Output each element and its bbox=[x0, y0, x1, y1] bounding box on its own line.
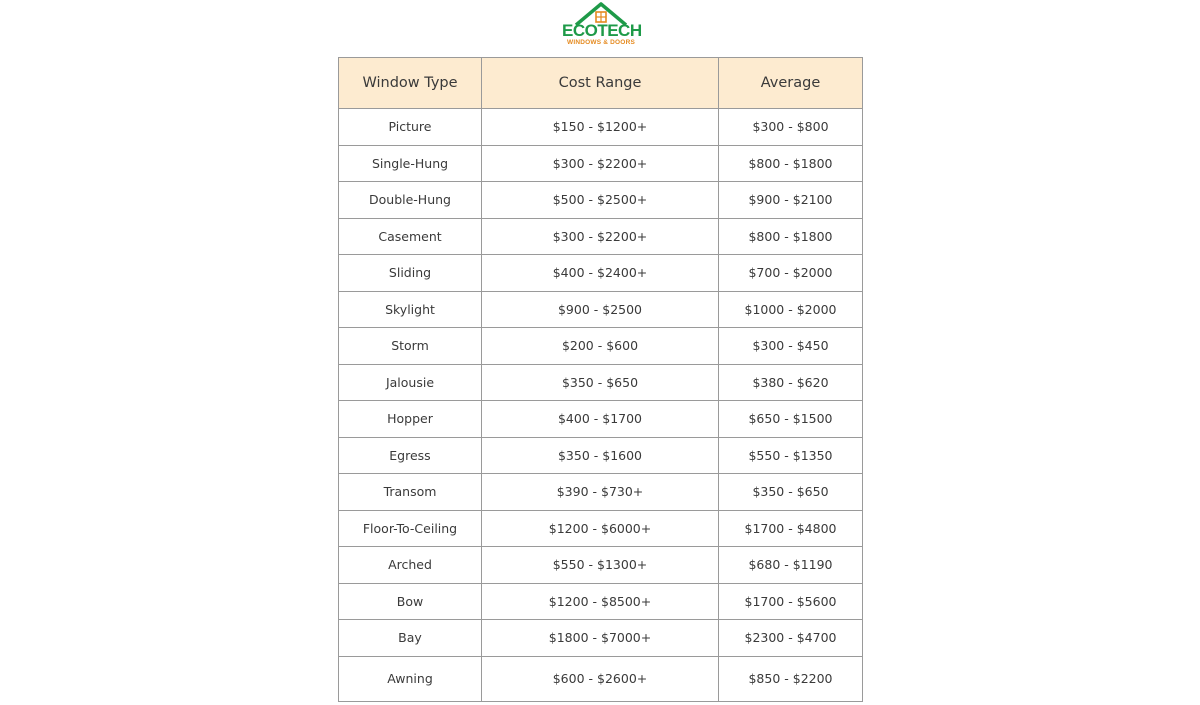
cell-cost-range: $1800 - $7000+ bbox=[482, 620, 719, 657]
table-row bbox=[339, 145, 863, 182]
cell-window-type: Egress bbox=[339, 437, 482, 474]
cell-cost-range: $300 - $2200+ bbox=[482, 145, 719, 182]
table-row bbox=[339, 328, 863, 365]
cell-average: $900 - $2100 bbox=[719, 182, 863, 219]
table-row bbox=[339, 182, 863, 219]
cell-window-type: Double-Hung bbox=[339, 182, 482, 219]
cell-window-type: Bow bbox=[339, 583, 482, 620]
cell-cost-range: $150 - $1200+ bbox=[482, 109, 719, 146]
cell-cost-range: $350 - $1600 bbox=[482, 437, 719, 474]
cell-window-type: Picture bbox=[339, 109, 482, 146]
cell-average: $2300 - $4700 bbox=[719, 620, 863, 657]
table-row bbox=[339, 364, 863, 401]
cell-window-type: Hopper bbox=[339, 401, 482, 438]
cell-average: $1000 - $2000 bbox=[719, 291, 863, 328]
cell-window-type: Bay bbox=[339, 620, 482, 657]
cell-cost-range: $350 - $650 bbox=[482, 364, 719, 401]
cell-average: $680 - $1190 bbox=[719, 547, 863, 584]
cell-average: $550 - $1350 bbox=[719, 437, 863, 474]
cell-window-type: Transom bbox=[339, 474, 482, 511]
cell-cost-range: $400 - $2400+ bbox=[482, 255, 719, 292]
table-row bbox=[339, 109, 863, 146]
cell-cost-range: $1200 - $8500+ bbox=[482, 583, 719, 620]
cell-average: $300 - $800 bbox=[719, 109, 863, 146]
table-row bbox=[339, 583, 863, 620]
brand-logo bbox=[562, 2, 640, 48]
table-header-row bbox=[339, 58, 863, 109]
cell-average: $800 - $1800 bbox=[719, 218, 863, 255]
window-cost-table bbox=[338, 57, 863, 702]
cell-window-type: Arched bbox=[339, 547, 482, 584]
cell-cost-range: $390 - $730+ bbox=[482, 474, 719, 511]
table-row bbox=[339, 656, 863, 701]
cell-cost-range: $500 - $2500+ bbox=[482, 182, 719, 219]
cell-cost-range: $550 - $1300+ bbox=[482, 547, 719, 584]
cell-cost-range: $900 - $2500 bbox=[482, 291, 719, 328]
cell-cost-range: $1200 - $6000+ bbox=[482, 510, 719, 547]
cell-window-type: Skylight bbox=[339, 291, 482, 328]
cell-average: $650 - $1500 bbox=[719, 401, 863, 438]
header-cost-range: Cost Range bbox=[482, 58, 719, 109]
cell-average: $350 - $650 bbox=[719, 474, 863, 511]
cell-average: $1700 - $5600 bbox=[719, 583, 863, 620]
brand-name: ECOTECH bbox=[562, 21, 642, 40]
table-row bbox=[339, 510, 863, 547]
table-row bbox=[339, 218, 863, 255]
table-row bbox=[339, 474, 863, 511]
cell-average: $700 - $2000 bbox=[719, 255, 863, 292]
table-row bbox=[339, 291, 863, 328]
table-body bbox=[339, 109, 863, 702]
table-row bbox=[339, 255, 863, 292]
cell-cost-range: $600 - $2600+ bbox=[482, 656, 719, 701]
cell-cost-range: $300 - $2200+ bbox=[482, 218, 719, 255]
cell-window-type: Storm bbox=[339, 328, 482, 365]
cell-average: $1700 - $4800 bbox=[719, 510, 863, 547]
cell-window-type: Awning bbox=[339, 656, 482, 701]
cell-average: $300 - $450 bbox=[719, 328, 863, 365]
brand-tagline: WINDOWS & DOORS bbox=[567, 39, 635, 46]
cell-average: $800 - $1800 bbox=[719, 145, 863, 182]
cell-window-type: Single-Hung bbox=[339, 145, 482, 182]
table-row bbox=[339, 437, 863, 474]
cell-average: $380 - $620 bbox=[719, 364, 863, 401]
header-average: Average bbox=[719, 58, 863, 109]
cell-average: $850 - $2200 bbox=[719, 656, 863, 701]
table-row bbox=[339, 547, 863, 584]
cell-window-type: Sliding bbox=[339, 255, 482, 292]
cell-window-type: Casement bbox=[339, 218, 482, 255]
cell-window-type: Jalousie bbox=[339, 364, 482, 401]
cell-cost-range: $400 - $1700 bbox=[482, 401, 719, 438]
table-row bbox=[339, 401, 863, 438]
table-row bbox=[339, 620, 863, 657]
cell-cost-range: $200 - $600 bbox=[482, 328, 719, 365]
cell-window-type: Floor-To-Ceiling bbox=[339, 510, 482, 547]
header-window-type: Window Type bbox=[339, 58, 482, 109]
